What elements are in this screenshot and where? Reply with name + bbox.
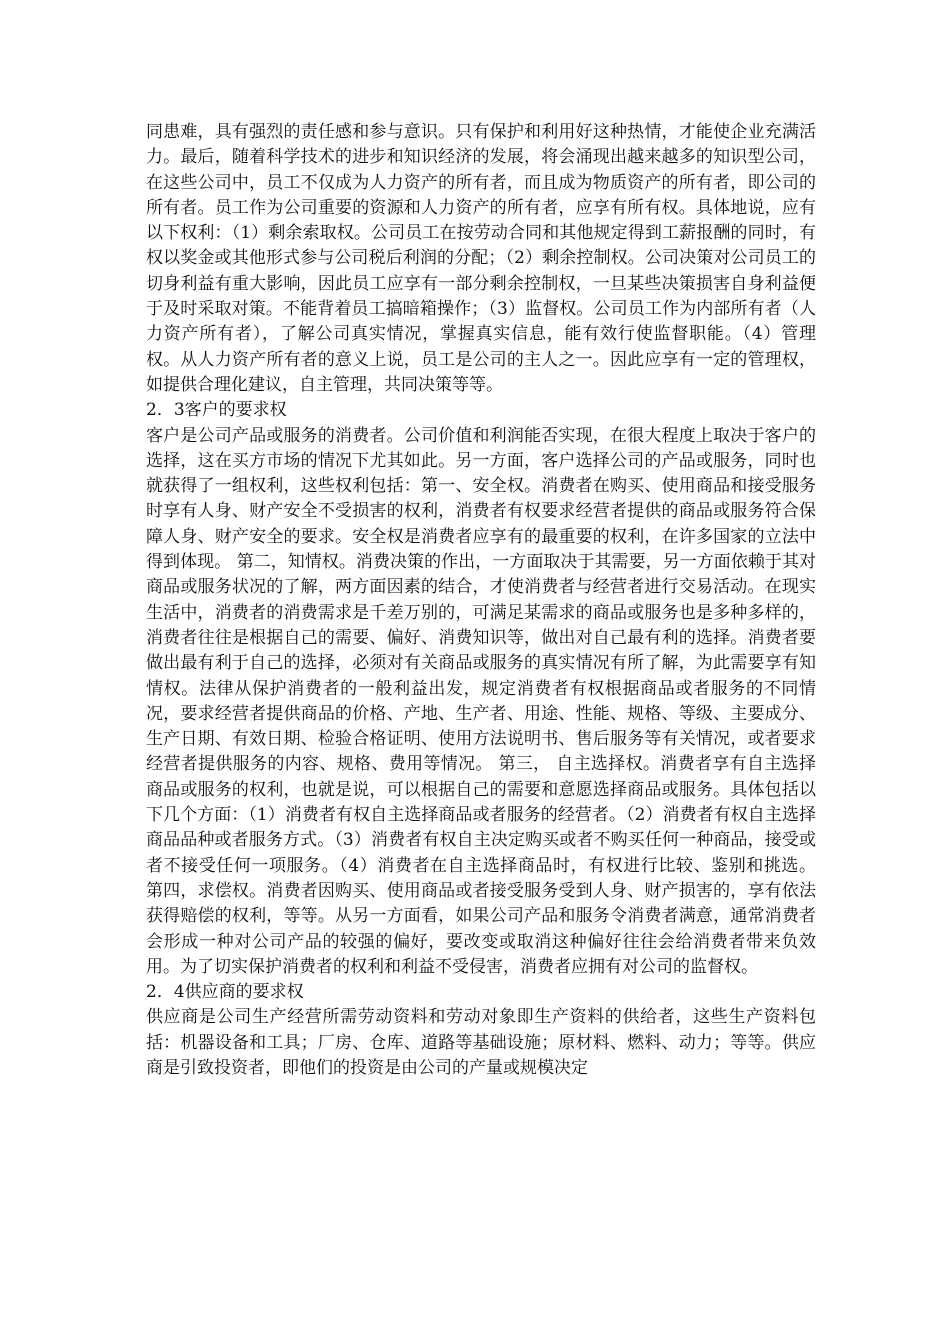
section-heading-customer-rights: 2．3客户的要求权: [146, 400, 287, 421]
document-page: [146, 120, 816, 1081]
paragraph-employee-rights: 同患难，具有强烈的责任感和参与意识。只有保护和利用好这种热情，才能使企业充满活力。最后，随着科学技术的进步和知识经济的发展，将会涌现出越来越多的知识型公司，在这些公司中，员工不仅成为人力资产的所有者，而且成为物质资产的所有者，即公司的所有者。员工作为公司重要的资源和人力资产的所有者，应享有所有权。具体地说，应有以下权利：（1）剩余索取权。公司员工在按劳动合同和其他规定得到工薪报酬的同时，有权以奖金或其他形式参与公司税后利润的分配；（2）剩余控制权。公司决策对公司员工的切身利益有重大影响，因此员工应享有一部分剩余控制权，一旦某些决策损害自身利益便于及时采取对策。不能背着员工搞暗箱操作；（3）监督权。公司员工作为内部所有者（人力资产所有者），了解公司真实情况，掌握真实信息，能有效行使监督职能。（4）管理权。从人力资产所有者的意义上说，员工是公司的主人之一。因此应享有一定的管理权，如提供合理化建议，自主管理，共同决策等等。: [146, 122, 816, 395]
paragraph-customer-rights: 客户是公司产品或服务的消费者。公司价值和利润能否实现，在很大程度上取决于客户的选择，这在买方市场的情况下尤其如此。另一方面，客户选择公司的产品或服务，同时也就获得了一组权利，这些权利包括：第一、安全权。消费者在购买、使用商品和接受服务时享有人身、财产安全不受损害的权利，消费者有权要求经营者提供的商品或服务符合保障人身、财产安全的要求。安全权是消费者应享有的最重要的权利，在许多国家的立法中得到体现。 第二，知情权。消费决策的作出，一方面取决于其需要，另一方面依赖于其对商品或服务状况的了解，两方面因素的结合，才使消费者与经营者进行交易活动。在现实生活中，消费者的消费需求是千差万别的，可满足某需求的商品或服务也是多种多样的，消费者往往是根据自己的需要、偏好、消费知识等，做出对自己最有利的选择。消费者要做出最有利于自己的选择，必须对有关商品或服务的真实情况有所了解，为此需要享有知情权。法律从保护消费者的一般利益出发，规定消费者有权根据商品或者服务的不同情况，要求经营者提供商品的价格、产地、生产者、用途、性能、规格、等级、主要成分、生产日期、有效日期、检验合格证明、使用方法说明书、售后服务等有关情况，或者要求经营者提供服务的内容、规格、费用等情况。 第三， 自主选择权。消费者享有自主选择商品或服务的权利，也就是说，可以根据自己的需要和意愿选择商品或服务。具体包括以下几个方面：（1）消费者有权自主选择商品或者服务的经营者。（2）消费者有权自主选择商品品种或者服务方式。（3）消费者有权自主决定购买或者不购买任何一种商品，接受或者不接受任何一项服务。（4）消费者在自主选择商品时，有权进行比较、鉴别和挑选。 第四，求偿权。消费者因购买、使用商品或者接受服务受到人身、财产损害的，享有依法获得赔偿的权利，等等。从另一方面看，如果公司产品和服务令消费者满意，通常消费者会形成一种对公司产品的较强的偏好，要改变或取消这种偏好往往会给消费者带来负效用。为了切实保护消费者的权利和利益不受侵害，消费者应拥有对公司的监督权。: [146, 425, 816, 977]
paragraph-supplier-rights: 供应商是公司生产经营所需劳动资料和劳动对象即生产资料的供给者，这些生产资料包括：机器设备和工具；厂房、仓库、道路等基础设施；原材料、燃料、动力；等等。供应商是引致投资者，即他们的投资是由公司的产量或规模决定: [146, 1007, 816, 1078]
section-heading-supplier-rights: 2．4供应商的要求权: [146, 982, 304, 1003]
